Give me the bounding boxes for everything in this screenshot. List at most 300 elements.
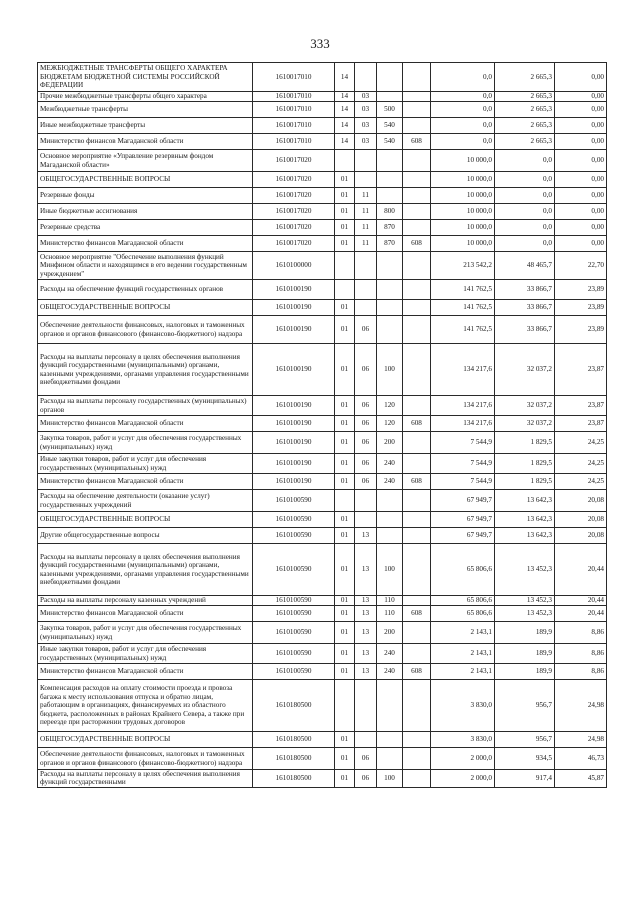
cell-name: Закупка товаров, работ и услуг для обеспечения государственных (муниципальных) нужд [38,432,253,454]
table-row [38,474,607,490]
cell-name: Иные бюджетные ассигнования [38,204,253,220]
cell-fact: 956,7 [495,732,555,748]
cell-sub [355,63,377,92]
cell-fact: 1 829,5 [495,454,555,474]
cell-code: 1610017010 [253,118,335,134]
cell-sec [335,150,355,172]
cell-code: 1610017010 [253,63,335,92]
cell-vr: 240 [377,454,403,474]
cell-sec: 14 [335,63,355,92]
cell-vr [377,92,403,102]
table-row [38,454,607,474]
cell-name: Министерство финансов Магаданской области [38,664,253,680]
cell-ved [403,544,431,596]
cell-sub [355,252,377,280]
table-row [38,596,607,606]
cell-name: Другие общегосударственные вопросы [38,528,253,544]
cell-plan: 134 217,6 [431,416,495,432]
cell-sub: 06 [355,770,377,788]
cell-ved [403,644,431,664]
cell-pct: 46,73 [555,748,607,770]
cell-code: 1610100190 [253,280,335,300]
cell-pct: 0,00 [555,118,607,134]
cell-plan: 134 217,6 [431,344,495,396]
cell-name: МЕЖБЮДЖЕТНЫЕ ТРАНСФЕРТЫ ОБЩЕГО ХАРАКТЕРА БЮДЖЕТАМ БЮДЖЕТНОЙ СИСТЕМЫ РОССИЙСКОЙ ФЕДЕРАЦИИ [38,63,253,92]
cell-name: Иные закупки товаров, работ и услуг для обеспечения государственных (муниципальных) нужд [38,454,253,474]
cell-pct: 0,00 [555,236,607,252]
cell-name: Расходы на выплаты персоналу в целях обеспечения выполнения функций государственными (муниципальными) органами, казенными учреждениями, органами управления государственными внебюджетными фондами [38,344,253,396]
cell-vr: 240 [377,664,403,680]
cell-pct: 23,87 [555,416,607,432]
cell-plan: 7 544,9 [431,474,495,490]
cell-sub: 06 [355,474,377,490]
cell-code: 1610017020 [253,236,335,252]
cell-pct: 0,00 [555,172,607,188]
cell-pct: 23,89 [555,300,607,316]
cell-name: Расходы на обеспечение деятельности (оказание услуг) государственных учреждений [38,490,253,512]
cell-name: ОБЩЕГОСУДАРСТВЕННЫЕ ВОПРОСЫ [38,300,253,316]
cell-plan: 65 806,6 [431,544,495,596]
cell-ved [403,732,431,748]
cell-pct: 23,87 [555,344,607,396]
cell-ved [403,92,431,102]
cell-ved [403,150,431,172]
cell-name: Расходы на выплаты персоналу в целях обеспечения выполнения функций государственными (муниципальными) органами, казенными учреждениями, органами управления государственными внебюджетными фондами [38,544,253,596]
cell-pct: 8,86 [555,664,607,680]
cell-pct: 8,86 [555,622,607,644]
cell-fact: 33 866,7 [495,300,555,316]
cell-sec: 01 [335,732,355,748]
cell-sub: 06 [355,432,377,454]
cell-sub: 13 [355,606,377,622]
cell-sec: 01 [335,396,355,416]
cell-fact: 33 866,7 [495,280,555,300]
cell-vr: 800 [377,204,403,220]
cell-name: ОБЩЕГОСУДАРСТВЕННЫЕ ВОПРОСЫ [38,172,253,188]
cell-ved [403,770,431,788]
table-row [38,528,607,544]
budget-execution-table [37,62,607,788]
cell-plan: 3 830,0 [431,680,495,732]
table-row [38,236,607,252]
cell-vr [377,512,403,528]
cell-pct: 20,08 [555,512,607,528]
cell-pct: 20,44 [555,606,607,622]
table-row [38,188,607,204]
table-row [38,204,607,220]
cell-code: 1610100190 [253,454,335,474]
cell-fact: 13 642,3 [495,528,555,544]
cell-name: Иные межбюджетные трансферты [38,118,253,134]
cell-vr: 240 [377,474,403,490]
cell-ved: 608 [403,606,431,622]
cell-ved [403,622,431,644]
cell-sec: 01 [335,220,355,236]
cell-vr [377,528,403,544]
cell-pct: 45,87 [555,770,607,788]
cell-sub: 13 [355,544,377,596]
cell-vr: 870 [377,220,403,236]
cell-name: Межбюджетные трансферты [38,102,253,118]
cell-fact: 32 037,2 [495,416,555,432]
cell-sec: 01 [335,664,355,680]
cell-vr: 540 [377,118,403,134]
cell-code: 1610017020 [253,150,335,172]
cell-ved: 608 [403,134,431,150]
table-row [38,644,607,664]
table-row [38,748,607,770]
cell-sec: 01 [335,606,355,622]
cell-fact: 934,5 [495,748,555,770]
cell-sec [335,680,355,732]
cell-ved: 608 [403,416,431,432]
cell-pct: 8,86 [555,644,607,664]
table-row [38,63,607,92]
cell-sub: 13 [355,664,377,680]
cell-vr [377,188,403,204]
cell-plan: 0,0 [431,118,495,134]
cell-fact: 2 665,3 [495,134,555,150]
cell-code: 1610100590 [253,512,335,528]
cell-fact: 189,9 [495,622,555,644]
cell-code: 1610017020 [253,220,335,236]
cell-sub: 11 [355,220,377,236]
cell-pct: 24,98 [555,732,607,748]
cell-vr: 240 [377,644,403,664]
cell-ved [403,748,431,770]
cell-plan: 2 143,1 [431,644,495,664]
cell-vr: 200 [377,432,403,454]
cell-sec: 14 [335,134,355,150]
cell-plan: 10 000,0 [431,172,495,188]
cell-sec: 01 [335,528,355,544]
cell-vr: 200 [377,622,403,644]
cell-plan: 65 806,6 [431,596,495,606]
cell-vr [377,490,403,512]
table-row [38,150,607,172]
cell-fact: 33 866,7 [495,316,555,344]
cell-name: Закупка товаров, работ и услуг для обеспечения государственных (муниципальных) нужд [38,622,253,644]
cell-ved [403,280,431,300]
cell-sec: 01 [335,770,355,788]
cell-pct: 0,00 [555,220,607,236]
table-row [38,770,607,788]
cell-pct: 0,00 [555,134,607,150]
cell-pct: 22,70 [555,252,607,280]
table-row [38,220,607,236]
cell-ved [403,432,431,454]
cell-pct: 23,89 [555,280,607,300]
cell-plan: 7 544,9 [431,432,495,454]
cell-name: Министерство финансов Магаданской области [38,416,253,432]
cell-plan: 0,0 [431,63,495,92]
cell-sub: 11 [355,204,377,220]
cell-code: 1610100590 [253,606,335,622]
cell-plan: 141 762,5 [431,280,495,300]
cell-vr: 870 [377,236,403,252]
cell-plan: 141 762,5 [431,300,495,316]
cell-code: 1610100590 [253,544,335,596]
cell-pct: 23,89 [555,316,607,344]
page-number: 333 [310,36,330,51]
cell-ved [403,300,431,316]
cell-sec: 01 [335,454,355,474]
cell-plan: 10 000,0 [431,150,495,172]
cell-plan: 65 806,6 [431,606,495,622]
cell-ved [403,454,431,474]
table-row [38,92,607,102]
cell-ved [403,396,431,416]
cell-fact: 13 452,3 [495,544,555,596]
table-row [38,490,607,512]
cell-code: 1610100190 [253,416,335,432]
cell-vr: 540 [377,134,403,150]
cell-vr: 100 [377,544,403,596]
cell-fact: 2 665,3 [495,118,555,134]
cell-plan: 67 949,7 [431,512,495,528]
cell-name: Основное мероприятие «Управление резервным фондом Магаданской области» [38,150,253,172]
cell-fact: 48 465,7 [495,252,555,280]
cell-code: 1610017010 [253,92,335,102]
table-row [38,664,607,680]
cell-fact: 13 452,3 [495,596,555,606]
cell-code: 1610100000 [253,252,335,280]
cell-plan: 0,0 [431,92,495,102]
cell-code: 1610100190 [253,396,335,416]
cell-ved [403,118,431,134]
cell-sub [355,732,377,748]
cell-code: 1610100590 [253,596,335,606]
cell-sub [355,680,377,732]
cell-sec: 01 [335,622,355,644]
cell-vr: 110 [377,596,403,606]
cell-sub: 03 [355,118,377,134]
cell-ved [403,596,431,606]
cell-code: 1610180500 [253,680,335,732]
cell-sub [355,172,377,188]
cell-plan: 67 949,7 [431,528,495,544]
cell-sub: 11 [355,236,377,252]
cell-sub [355,280,377,300]
cell-sec: 01 [335,188,355,204]
cell-sec: 01 [335,544,355,596]
cell-name: Министерство финансов Магаданской области [38,134,253,150]
cell-name: Расходы на выплаты персоналу государственных (муниципальных) органов [38,396,253,416]
cell-ved [403,490,431,512]
cell-code: 1610180500 [253,732,335,748]
cell-name: Основное мероприятие "Обеспечение выполнения функций Минфином области и находящимся в его ведении государственным учреждением" [38,252,253,280]
cell-sub: 11 [355,188,377,204]
cell-plan: 2 000,0 [431,748,495,770]
cell-vr: 100 [377,344,403,396]
table-row [38,432,607,454]
cell-fact: 0,0 [495,172,555,188]
table-row [38,344,607,396]
table-row [38,134,607,150]
cell-name: Расходы на обеспечение функций государственных органов [38,280,253,300]
cell-ved: 608 [403,664,431,680]
cell-plan: 0,0 [431,102,495,118]
cell-plan: 10 000,0 [431,220,495,236]
cell-plan: 134 217,6 [431,396,495,416]
cell-code: 1610100590 [253,490,335,512]
cell-name: Обеспечение деятельности финансовых, налоговых и таможенных органов и органов финансового (финансово-бюджетного) надзора [38,316,253,344]
cell-sec: 01 [335,316,355,344]
table-row [38,252,607,280]
table-row [38,606,607,622]
cell-sub: 13 [355,596,377,606]
cell-code: 1610017020 [253,172,335,188]
cell-pct: 24,98 [555,680,607,732]
cell-ved [403,512,431,528]
cell-code: 1610100190 [253,432,335,454]
cell-sec [335,252,355,280]
cell-pct: 0,00 [555,204,607,220]
cell-sub: 03 [355,92,377,102]
cell-name: Резервные фонды [38,188,253,204]
table-row [38,316,607,344]
cell-code: 1610100190 [253,316,335,344]
cell-sub: 06 [355,396,377,416]
cell-pct: 20,44 [555,596,607,606]
cell-sec: 01 [335,344,355,396]
cell-sub [355,512,377,528]
cell-code: 1610100590 [253,622,335,644]
table-row [38,416,607,432]
cell-fact: 2 665,3 [495,92,555,102]
cell-sec: 01 [335,748,355,770]
cell-sec: 01 [335,300,355,316]
cell-sec: 14 [335,118,355,134]
cell-sec: 01 [335,596,355,606]
cell-vr: 120 [377,396,403,416]
cell-pct: 0,00 [555,188,607,204]
cell-fact: 0,0 [495,188,555,204]
cell-sub: 13 [355,622,377,644]
cell-sub: 06 [355,748,377,770]
cell-pct: 0,00 [555,63,607,92]
cell-sub [355,300,377,316]
cell-sub: 03 [355,134,377,150]
cell-code: 1610100190 [253,474,335,490]
cell-ved [403,188,431,204]
cell-code: 1610100590 [253,664,335,680]
cell-sec [335,280,355,300]
cell-vr [377,732,403,748]
table-row [38,732,607,748]
cell-plan: 67 949,7 [431,490,495,512]
cell-vr [377,63,403,92]
cell-plan: 3 830,0 [431,732,495,748]
cell-ved [403,680,431,732]
cell-ved: 608 [403,236,431,252]
cell-code: 1610100190 [253,300,335,316]
cell-code: 1610017010 [253,102,335,118]
cell-sub [355,490,377,512]
cell-ved [403,220,431,236]
cell-ved [403,172,431,188]
cell-sec: 14 [335,92,355,102]
cell-name: ОБЩЕГОСУДАРСТВЕННЫЕ ВОПРОСЫ [38,732,253,748]
cell-sub: 06 [355,454,377,474]
table-row [38,102,607,118]
cell-sec: 01 [335,172,355,188]
cell-fact: 1 829,5 [495,474,555,490]
cell-plan: 10 000,0 [431,204,495,220]
cell-fact: 0,0 [495,236,555,252]
cell-name: Обеспечение деятельности финансовых, налоговых и таможенных органов и органов финансового (финансово-бюджетного) надзора [38,748,253,770]
cell-fact: 0,0 [495,220,555,236]
cell-pct: 23,87 [555,396,607,416]
cell-fact: 0,0 [495,204,555,220]
cell-ved [403,102,431,118]
table-row [38,172,607,188]
cell-name: Расходы на выплаты персоналу казенных учреждений [38,596,253,606]
cell-pct: 20,44 [555,544,607,596]
cell-vr [377,300,403,316]
cell-plan: 7 544,9 [431,454,495,474]
cell-vr: 500 [377,102,403,118]
cell-pct: 24,25 [555,474,607,490]
cell-pct: 0,00 [555,150,607,172]
cell-name: Прочие межбюджетные трансферты общего характера [38,92,253,102]
cell-fact: 32 037,2 [495,396,555,416]
cell-code: 1610017010 [253,134,335,150]
cell-plan: 10 000,0 [431,188,495,204]
table-row [38,118,607,134]
cell-fact: 189,9 [495,664,555,680]
cell-plan: 2 000,0 [431,770,495,788]
cell-ved [403,316,431,344]
cell-sec: 01 [335,512,355,528]
table-row [38,622,607,644]
cell-vr [377,748,403,770]
cell-sec: 01 [335,432,355,454]
cell-sec: 01 [335,474,355,490]
cell-ved [403,252,431,280]
cell-sec: 14 [335,102,355,118]
cell-vr [377,150,403,172]
cell-fact: 189,9 [495,644,555,664]
cell-ved [403,204,431,220]
cell-fact: 2 665,3 [495,63,555,92]
cell-fact: 2 665,3 [495,102,555,118]
cell-sub [355,150,377,172]
cell-ved [403,63,431,92]
cell-fact: 13 642,3 [495,512,555,528]
cell-name: Расходы на выплаты персоналу в целях обеспечения выполнения функций государственными [38,770,253,788]
cell-ved [403,344,431,396]
cell-vr: 100 [377,770,403,788]
budget-rows [38,63,607,788]
cell-plan: 0,0 [431,134,495,150]
cell-name: Иные закупки товаров, работ и услуг для обеспечения государственных (муниципальных) нужд [38,644,253,664]
cell-sub: 13 [355,644,377,664]
cell-plan: 2 143,1 [431,622,495,644]
cell-code: 1610017020 [253,204,335,220]
cell-sec [335,490,355,512]
cell-name: ОБЩЕГОСУДАРСТВЕННЫЕ ВОПРОСЫ [38,512,253,528]
cell-sec: 01 [335,416,355,432]
cell-fact: 0,0 [495,150,555,172]
cell-vr: 120 [377,416,403,432]
cell-fact: 13 452,3 [495,606,555,622]
cell-pct: 24,25 [555,432,607,454]
table-row [38,280,607,300]
cell-vr [377,316,403,344]
cell-name: Министерство финансов Магаданской области [38,236,253,252]
cell-code: 1610180500 [253,770,335,788]
